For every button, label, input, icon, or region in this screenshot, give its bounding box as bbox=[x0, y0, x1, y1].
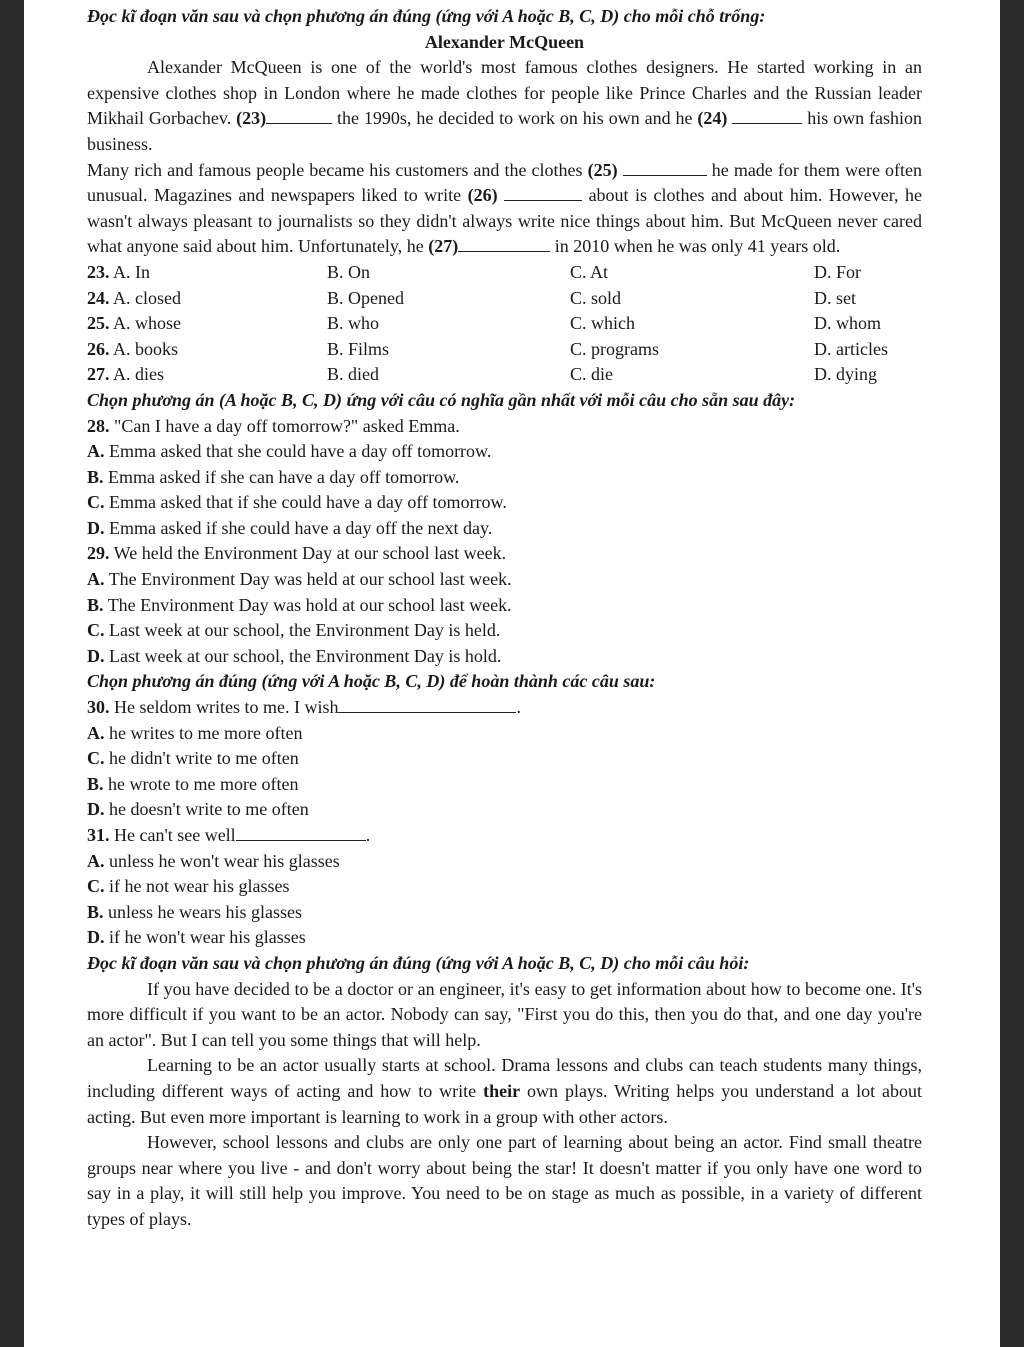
question-24 bbox=[87, 286, 922, 312]
text: own plays. Writing helps you understand a lot about acting. But even more important is learning to work in a group with other actors. bbox=[87, 1080, 923, 1127]
bold-word: their bbox=[483, 1080, 521, 1101]
option-text: if he not wear his glasses bbox=[104, 876, 290, 897]
option-letter: D. bbox=[87, 645, 105, 666]
option-b[interactable]: B. who bbox=[327, 313, 380, 334]
question-31-option-c[interactable] bbox=[87, 874, 922, 900]
option-text: Emma asked that if she could have a day off tomorrow. bbox=[104, 492, 507, 513]
question-text: He seldom writes to me. I wish bbox=[109, 697, 339, 718]
passage2-paragraph3: However, school lessons and clubs are only one part of learning about being an actor. Find small theatre groups near where you live - and don't worry about being the star! It doesn't matter if you only have one word to say in a play, it will still help you improve. You need to be on stage as much as possible, in a variety of different types of plays. bbox=[87, 1132, 922, 1229]
blank-24[interactable] bbox=[732, 109, 802, 124]
question-29-stem bbox=[87, 541, 922, 567]
option-letter: B. bbox=[87, 773, 104, 794]
question-text: "Can I have a day off tomorrow?" asked Emma. bbox=[109, 415, 460, 436]
option-b[interactable]: B. died bbox=[327, 364, 379, 385]
section4-instruction: Đọc kĩ đoạn văn sau và chọn phương án đúng (ứng với A hoặc B, C, D) cho mỗi câu hỏi: bbox=[87, 952, 750, 973]
blank-25[interactable] bbox=[623, 161, 707, 176]
section3-instruction: Chọn phương án đúng (ứng với A hoặc B, C, D) để hoàn thành các câu sau: bbox=[87, 671, 656, 692]
option-text: Emma asked that she could have a day off tomorrow. bbox=[104, 441, 492, 462]
option-a[interactable]: A. whose bbox=[113, 313, 182, 334]
question-number: 27. bbox=[87, 364, 110, 385]
blank-23[interactable] bbox=[266, 109, 332, 124]
question-30-option-b[interactable] bbox=[87, 772, 922, 798]
section1-instruction: Đọc kĩ đoạn văn sau và chọn phương án đúng (ứng với A hoặc B, C, D) cho mỗi chỗ trống: bbox=[87, 6, 766, 26]
text: Many rich and famous people became his customers and the clothes bbox=[87, 159, 588, 180]
passage1-paragraph1 bbox=[87, 55, 922, 157]
question-30-option-c[interactable] bbox=[87, 746, 922, 772]
option-c[interactable]: C. die bbox=[570, 364, 613, 385]
question-28-option-c[interactable] bbox=[87, 490, 922, 516]
worksheet-content bbox=[87, 4, 922, 1233]
question-30-option-a[interactable] bbox=[87, 721, 922, 747]
passage-title: Alexander McQueen bbox=[424, 31, 585, 52]
blank-31[interactable] bbox=[236, 826, 366, 841]
option-text: he doesn't write to me often bbox=[104, 799, 309, 820]
option-a[interactable]: A. In bbox=[113, 261, 151, 282]
question-31-option-a[interactable] bbox=[87, 849, 922, 875]
blank-label-26: (26) bbox=[467, 185, 498, 206]
question-28-option-b[interactable] bbox=[87, 465, 922, 491]
option-text: Emma asked if she can have a day off tomorrow. bbox=[103, 466, 460, 487]
question-number: 31. bbox=[87, 825, 110, 845]
option-b[interactable]: B. Opened bbox=[327, 287, 404, 308]
option-letter: C. bbox=[87, 748, 105, 769]
question-29-option-a[interactable] bbox=[87, 567, 922, 593]
question-end: . bbox=[365, 825, 371, 845]
question-25 bbox=[87, 311, 922, 337]
option-text: he didn't write to me often bbox=[104, 748, 299, 769]
question-number: 29. bbox=[87, 543, 110, 564]
option-b[interactable]: B. Films bbox=[327, 338, 390, 359]
option-text: The Environment Day was hold at our school last week. bbox=[103, 594, 512, 615]
gap-question-list bbox=[87, 260, 922, 388]
question-30-stem bbox=[87, 695, 922, 721]
option-letter: A. bbox=[87, 722, 105, 743]
option-text: Last week at our school, the Environment Day is hold. bbox=[104, 645, 502, 666]
option-text: Last week at our school, the Environment Day is held. bbox=[104, 620, 501, 641]
text: in 2010 when he was only 41 years old. bbox=[550, 236, 841, 257]
question-number: 28. bbox=[87, 415, 110, 436]
blank-label-24: (24) bbox=[697, 108, 728, 129]
option-letter: A. bbox=[87, 850, 105, 871]
option-letter: B. bbox=[87, 466, 104, 487]
question-23 bbox=[87, 260, 922, 286]
question-28-option-a[interactable] bbox=[87, 439, 922, 465]
section2-instruction: Chọn phương án (A hoặc B, C, D) ứng với câu có nghĩa gần nhất với mỗi câu cho sẵn sau đây: bbox=[87, 389, 796, 410]
blank-label-23: (23) bbox=[236, 108, 267, 129]
text: Alexander McQueen is one of the world's most famous clothes designers. He started working in an expensive clothes shop in London where he made clothes for people like Prince Charles and the Russian leader Mikhail Gorbachev. bbox=[87, 57, 922, 129]
question-28-stem bbox=[87, 414, 922, 440]
passage1-paragraph2 bbox=[87, 158, 922, 260]
text: the 1990s, he decided to work on his own and he bbox=[332, 108, 698, 129]
option-letter: D. bbox=[87, 799, 105, 820]
text: he made for them were often unusual. Magazines and newspapers liked to write bbox=[87, 159, 923, 206]
question-end: . bbox=[516, 697, 521, 718]
option-letter: C. bbox=[87, 620, 105, 641]
question-text: We held the Environment Day at our school last week. bbox=[109, 543, 507, 564]
option-letter: D. bbox=[87, 927, 105, 948]
blank-30[interactable] bbox=[338, 698, 516, 713]
option-b[interactable]: B. On bbox=[327, 261, 371, 282]
question-31-option-d[interactable] bbox=[87, 925, 922, 951]
passage2-paragraph2 bbox=[87, 1053, 922, 1130]
option-d[interactable]: D. whom bbox=[814, 313, 881, 334]
question-31-stem bbox=[87, 823, 922, 849]
text: his own fashion business. bbox=[87, 108, 923, 154]
option-letter: B. bbox=[87, 594, 104, 615]
option-text: he writes to me more often bbox=[104, 722, 303, 743]
option-text: he wrote to me more often bbox=[103, 773, 299, 794]
question-text: He can't see well bbox=[109, 825, 236, 845]
option-d[interactable]: D. set bbox=[814, 287, 856, 308]
option-letter: C. bbox=[87, 876, 105, 897]
option-c[interactable]: C. programs bbox=[570, 338, 659, 359]
option-text: if he won't wear his glasses bbox=[104, 927, 306, 948]
question-number: 25. bbox=[87, 313, 110, 334]
option-letter: C. bbox=[87, 492, 105, 513]
question-27 bbox=[87, 362, 922, 388]
option-letter: A. bbox=[87, 441, 105, 462]
blank-label-25: (25) bbox=[587, 159, 618, 180]
option-d[interactable]: D. For bbox=[814, 261, 862, 282]
option-letter: B. bbox=[87, 901, 104, 922]
option-c[interactable]: C. which bbox=[570, 313, 635, 334]
option-text: unless he wears his glasses bbox=[103, 901, 302, 922]
question-29-option-b[interactable] bbox=[87, 593, 922, 619]
text: Learning to be an actor usually starts at school. Drama lessons and clubs can teach students many things, including different ways of acting and how to write bbox=[87, 1055, 922, 1101]
option-d[interactable]: D. articles bbox=[814, 338, 888, 359]
option-a[interactable]: A. closed bbox=[113, 287, 181, 308]
blank-label-27: (27) bbox=[428, 236, 459, 257]
option-c[interactable]: C. sold bbox=[570, 287, 622, 308]
option-letter: D. bbox=[87, 517, 105, 538]
option-a[interactable]: A. books bbox=[113, 338, 179, 359]
option-letter: A. bbox=[87, 569, 105, 590]
question-28-option-d[interactable] bbox=[87, 516, 922, 542]
question-31-option-b[interactable] bbox=[87, 900, 922, 926]
question-number: 24. bbox=[87, 287, 110, 308]
option-a[interactable]: A. dies bbox=[113, 364, 165, 385]
question-29-option-d[interactable] bbox=[87, 644, 922, 670]
option-text: The Environment Day was held at our school last week. bbox=[104, 569, 512, 590]
option-d[interactable]: D. dying bbox=[814, 364, 877, 385]
question-30-option-d[interactable] bbox=[87, 797, 922, 823]
option-text: unless he won't wear his glasses bbox=[104, 850, 340, 871]
option-c[interactable]: C. At bbox=[570, 261, 609, 282]
question-number: 26. bbox=[87, 338, 110, 359]
blank-26[interactable] bbox=[504, 186, 582, 201]
passage2-paragraph1: If you have decided to be a doctor or an engineer, it's easy to get information about how to become one. It's more difficult if you want to be an actor. Nobody can say, "First you do this, then you do that, and one day you're an actor". But I can tell you some things that will help. bbox=[87, 978, 922, 1050]
option-text: Emma asked if she could have a day off the next day. bbox=[104, 517, 493, 538]
question-number: 30. bbox=[87, 697, 110, 718]
question-number: 23. bbox=[87, 261, 110, 282]
blank-27[interactable] bbox=[458, 237, 550, 252]
worksheet-page bbox=[24, 0, 1000, 1347]
question-29-option-c[interactable] bbox=[87, 618, 922, 644]
question-26 bbox=[87, 337, 922, 363]
text: about is clothes and about him. However, he wasn't always pleasant to journalists so they didn't always write nice things about him. But McQueen never cared what anyone said about him. Unfortunately, he bbox=[87, 185, 923, 257]
